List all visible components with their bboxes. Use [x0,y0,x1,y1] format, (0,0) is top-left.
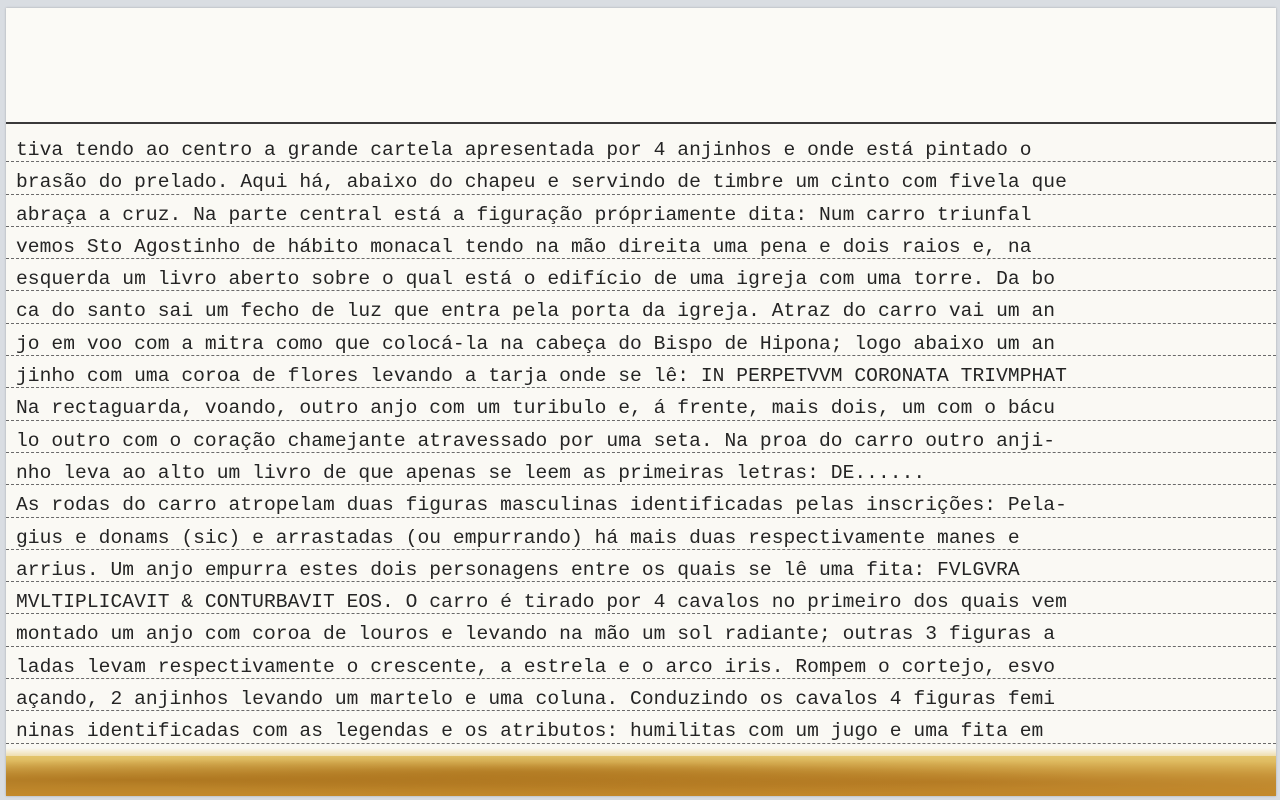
text-line: nho leva ao alto um livro de que apenas se leem as primeiras letras: DE...... [6,453,1276,485]
tape-stain [6,756,1276,796]
text-line: gius e donams (sic) e arrastadas (ou empurrando) há mais duas respectivamente manes e [6,518,1276,550]
typed-text-block [6,130,1276,744]
text-line: jo em voo com a mitra como que colocá-la na cabeça do Bispo de Hipona; logo abaixo um an [6,324,1276,356]
text-line: ca do santo sai um fecho de luz que entra pela porta da igreja. Atraz do carro vai um an [6,291,1276,323]
header-rule [6,122,1276,124]
text-line: vemos Sto Agostinho de hábito monacal tendo na mão direita uma pena e dois raios e, na [6,227,1276,259]
text-line: abraça a cruz. Na parte central está a figuração própriamente dita: Num carro triunfal [6,195,1276,227]
text-line: tiva tendo ao centro a grande cartela apresentada por 4 anjinhos e onde está pintado o [6,130,1276,162]
text-line: montado um anjo com coroa de louros e levando na mão um sol radiante; outras 3 figuras a [6,614,1276,646]
card-header-area [6,8,1276,122]
text-line: Na rectaguarda, voando, outro anjo com um turibulo e, á frente, mais dois, um com o bácu [6,388,1276,420]
text-line: MVLTIPLICAVIT & CONTURBAVIT EOS. O carro é tirado por 4 cavalos no primeiro dos quais vem [6,582,1276,614]
text-line: ladas levam respectivamente o crescente, a estrela e o arco iris. Rompem o cortejo, esvo [6,647,1276,679]
text-line: jinho com uma coroa de flores levando a tarja onde se lê: IN PERPETVVM CORONATA TRIVMPHAT [6,356,1276,388]
text-line: arrius. Um anjo empurra estes dois personagens entre os quais se lê uma fita: FVLGVRA [6,550,1276,582]
text-line: brasão do prelado. Aqui há, abaixo do chapeu e servindo de timbre um cinto com fivela que [6,162,1276,194]
text-line: esquerda um livro aberto sobre o qual está o edifício de uma igreja com uma torre. Da bo [6,259,1276,291]
text-line: ninas identificadas com as legendas e os atributos: humilitas com um jugo e uma fita em [6,711,1276,743]
text-line: açando, 2 anjinhos levando um martelo e uma coluna. Conduzindo os cavalos 4 figuras femi [6,679,1276,711]
text-line: As rodas do carro atropelam duas figuras masculinas identificadas pelas inscrições: Pela- [6,485,1276,517]
text-line: lo outro com o coração chamejante atravessado por uma seta. Na proa do carro outro anji- [6,421,1276,453]
index-card [6,8,1276,796]
